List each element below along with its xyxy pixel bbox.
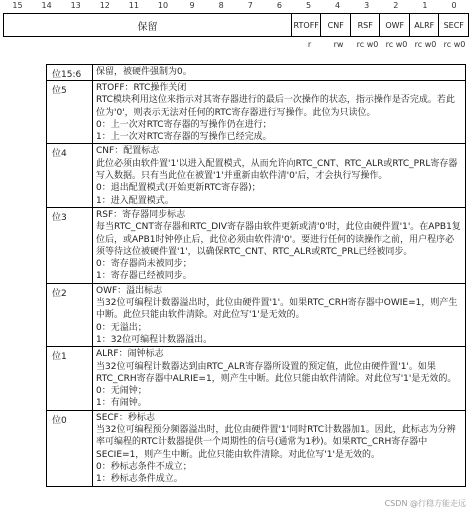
bit-number: 9: [189, 1, 195, 10]
access-type: rc w0: [385, 40, 408, 49]
bit-number: 3: [364, 1, 370, 10]
bit-position: 位1: [46, 347, 92, 409]
flag-alrf: ALRF: [410, 14, 440, 36]
description-line: 0：无闹钟；: [96, 386, 147, 397]
bit-description: [92, 411, 466, 486]
bit-number: 1: [422, 1, 428, 10]
description-line: 1：上一次对RTC寄存器的写操作已经完成。: [96, 132, 272, 143]
flag-rsf: RSF: [351, 14, 381, 36]
flag-secf: SECF: [443, 20, 464, 30]
bit-number: 11: [128, 1, 139, 10]
bit-description: [92, 65, 466, 80]
table-row: [46, 81, 466, 144]
bit-position: 位3: [46, 208, 92, 283]
access-type: rw: [333, 40, 344, 49]
access-type: rc w0: [443, 40, 466, 49]
reserved-field: 保留: [4, 14, 292, 36]
flag-cnf: CNF: [321, 14, 351, 36]
table-row: [46, 347, 466, 410]
register-bit-map: [3, 13, 469, 37]
description-line: 0：无溢出；: [96, 322, 147, 333]
table-row: [46, 411, 466, 487]
flag-owf: OWF: [380, 14, 410, 36]
bit-position: 位15:6: [46, 65, 92, 80]
bit-number: 12: [99, 1, 110, 10]
bit-number: 10: [157, 1, 169, 10]
bit-description: [92, 81, 466, 143]
field-title: RTOFF：RTC操作关闭: [96, 83, 187, 93]
description-line: 1：有闹钟。: [96, 398, 147, 409]
bit-description-table: [46, 64, 466, 487]
description-line: 1：秒标志条件成立。: [96, 474, 183, 485]
table-row: [46, 284, 466, 347]
access-type: r: [307, 40, 312, 49]
description-line: 1：进入配置模式。: [96, 195, 174, 206]
bit-description: [92, 144, 466, 206]
watermark: CSDN @行稳方能走远: [384, 499, 466, 508]
bit-number: 13: [70, 1, 81, 10]
table-row: [46, 208, 466, 284]
bit-number: 15: [12, 1, 23, 10]
bit-position: 位2: [46, 284, 92, 346]
bit-position: 位5: [46, 81, 92, 143]
description-line: 当32位可编程计数器溢出时，此位由硬件置'1'。如果RTC_CRH寄存器中OWIE=1，则产生中断。此位只能由软件清除。对此位写'1'是无效的。: [96, 298, 458, 321]
description-line: RTC模块利用这位来指示对其寄存器进行的最后一次操作的状态，指示操作是否完成。若此位为'0'，则表示无法对任何的RTC寄存器进行写操作。此位为只读位。: [96, 95, 455, 118]
bit-position: 位0: [46, 411, 92, 486]
bit-description: [92, 347, 466, 409]
description-line: 0：寄存器尚未被同步；: [96, 259, 192, 270]
bit-number: 7: [247, 1, 253, 10]
bit-number: 6: [276, 1, 282, 10]
description-line: 0：秒标志条件不成立；: [96, 461, 192, 472]
access-type-row: [0, 40, 474, 50]
description-line: 当32位可编程计数器达到由RTC_ALR寄存器所设置的预定值，此位由硬件置'1'。如果RTC_CRH寄存器中ALRIE=1，则产生中断。此位只能由软件清除。对此位写'1'是无效的。: [96, 361, 457, 384]
bit-number: 14: [41, 1, 52, 10]
access-type: rc w0: [414, 40, 437, 49]
field-title: ALRF：闹钟标志: [96, 349, 164, 360]
flag-rtoff: RTOFF: [292, 14, 322, 36]
field-title: SECF：秒标志: [96, 412, 155, 423]
field-title: RSF：寄存器同步标志: [96, 209, 186, 220]
description-line: 当32位可编程预分频器溢出时，此位由硬件置'1'同时RTC计数器加1。因此，此标志为分辨率可编程的RTC计数器提供一个周期性的信号(通常为1秒)。如果RTC_CRH寄存器中SECIE=1，则产生中断。此位只能由软件清除。对此位写'1'是无效的。: [96, 425, 456, 460]
bit-description: [92, 208, 466, 283]
field-title: CNF：配置标志: [96, 146, 160, 157]
description-line: 0：退出配置模式(开始更新RTC寄存器)；: [96, 183, 261, 194]
bit-number: 5: [305, 1, 312, 10]
bit-number: 0: [451, 1, 457, 10]
bit-number: 2: [393, 1, 399, 10]
access-type: rc w0: [356, 40, 379, 49]
bit-position: 位4: [46, 144, 92, 206]
description-line: 0：上一次对RTC寄存器的写操作仍在进行；: [96, 119, 272, 130]
bit-number: 8: [218, 1, 224, 10]
description-line: 1：寄存器已经被同步。: [96, 271, 192, 282]
description-line: 此位必须由软件置'1'以进入配置模式，从而允许向RTC_CNT、RTC_ALR或RTC_PRL寄存器写入数据。只有当此位在被置'1'并重新由软件清'0'后，才会执行写操作。: [96, 158, 458, 182]
table-row: [46, 144, 466, 207]
bit-description: [92, 284, 466, 346]
description-line: 1：32位可编程计数器溢出。: [96, 334, 213, 345]
table-row: [46, 65, 466, 81]
description-line: 每当RTC_CNT寄存器和RTC_DIV寄存器由软件更新或清'0'时，此位由硬件置'1'。在APB1复位后，或APB1时钟停止后，此位必须由软件清'0'。要进行任何的读操作之前，用户程序必须等待这位被硬件置'1'，以确保RTC_CNT、RTC_ALR或RTC_PRL已经被同步。: [96, 222, 461, 257]
description-line: 保留，被硬件强制为0。: [96, 67, 192, 77]
bit-number-row: [0, 1, 474, 11]
bit-number: 4: [335, 1, 341, 10]
field-title: OWF：溢出标志: [96, 285, 163, 296]
